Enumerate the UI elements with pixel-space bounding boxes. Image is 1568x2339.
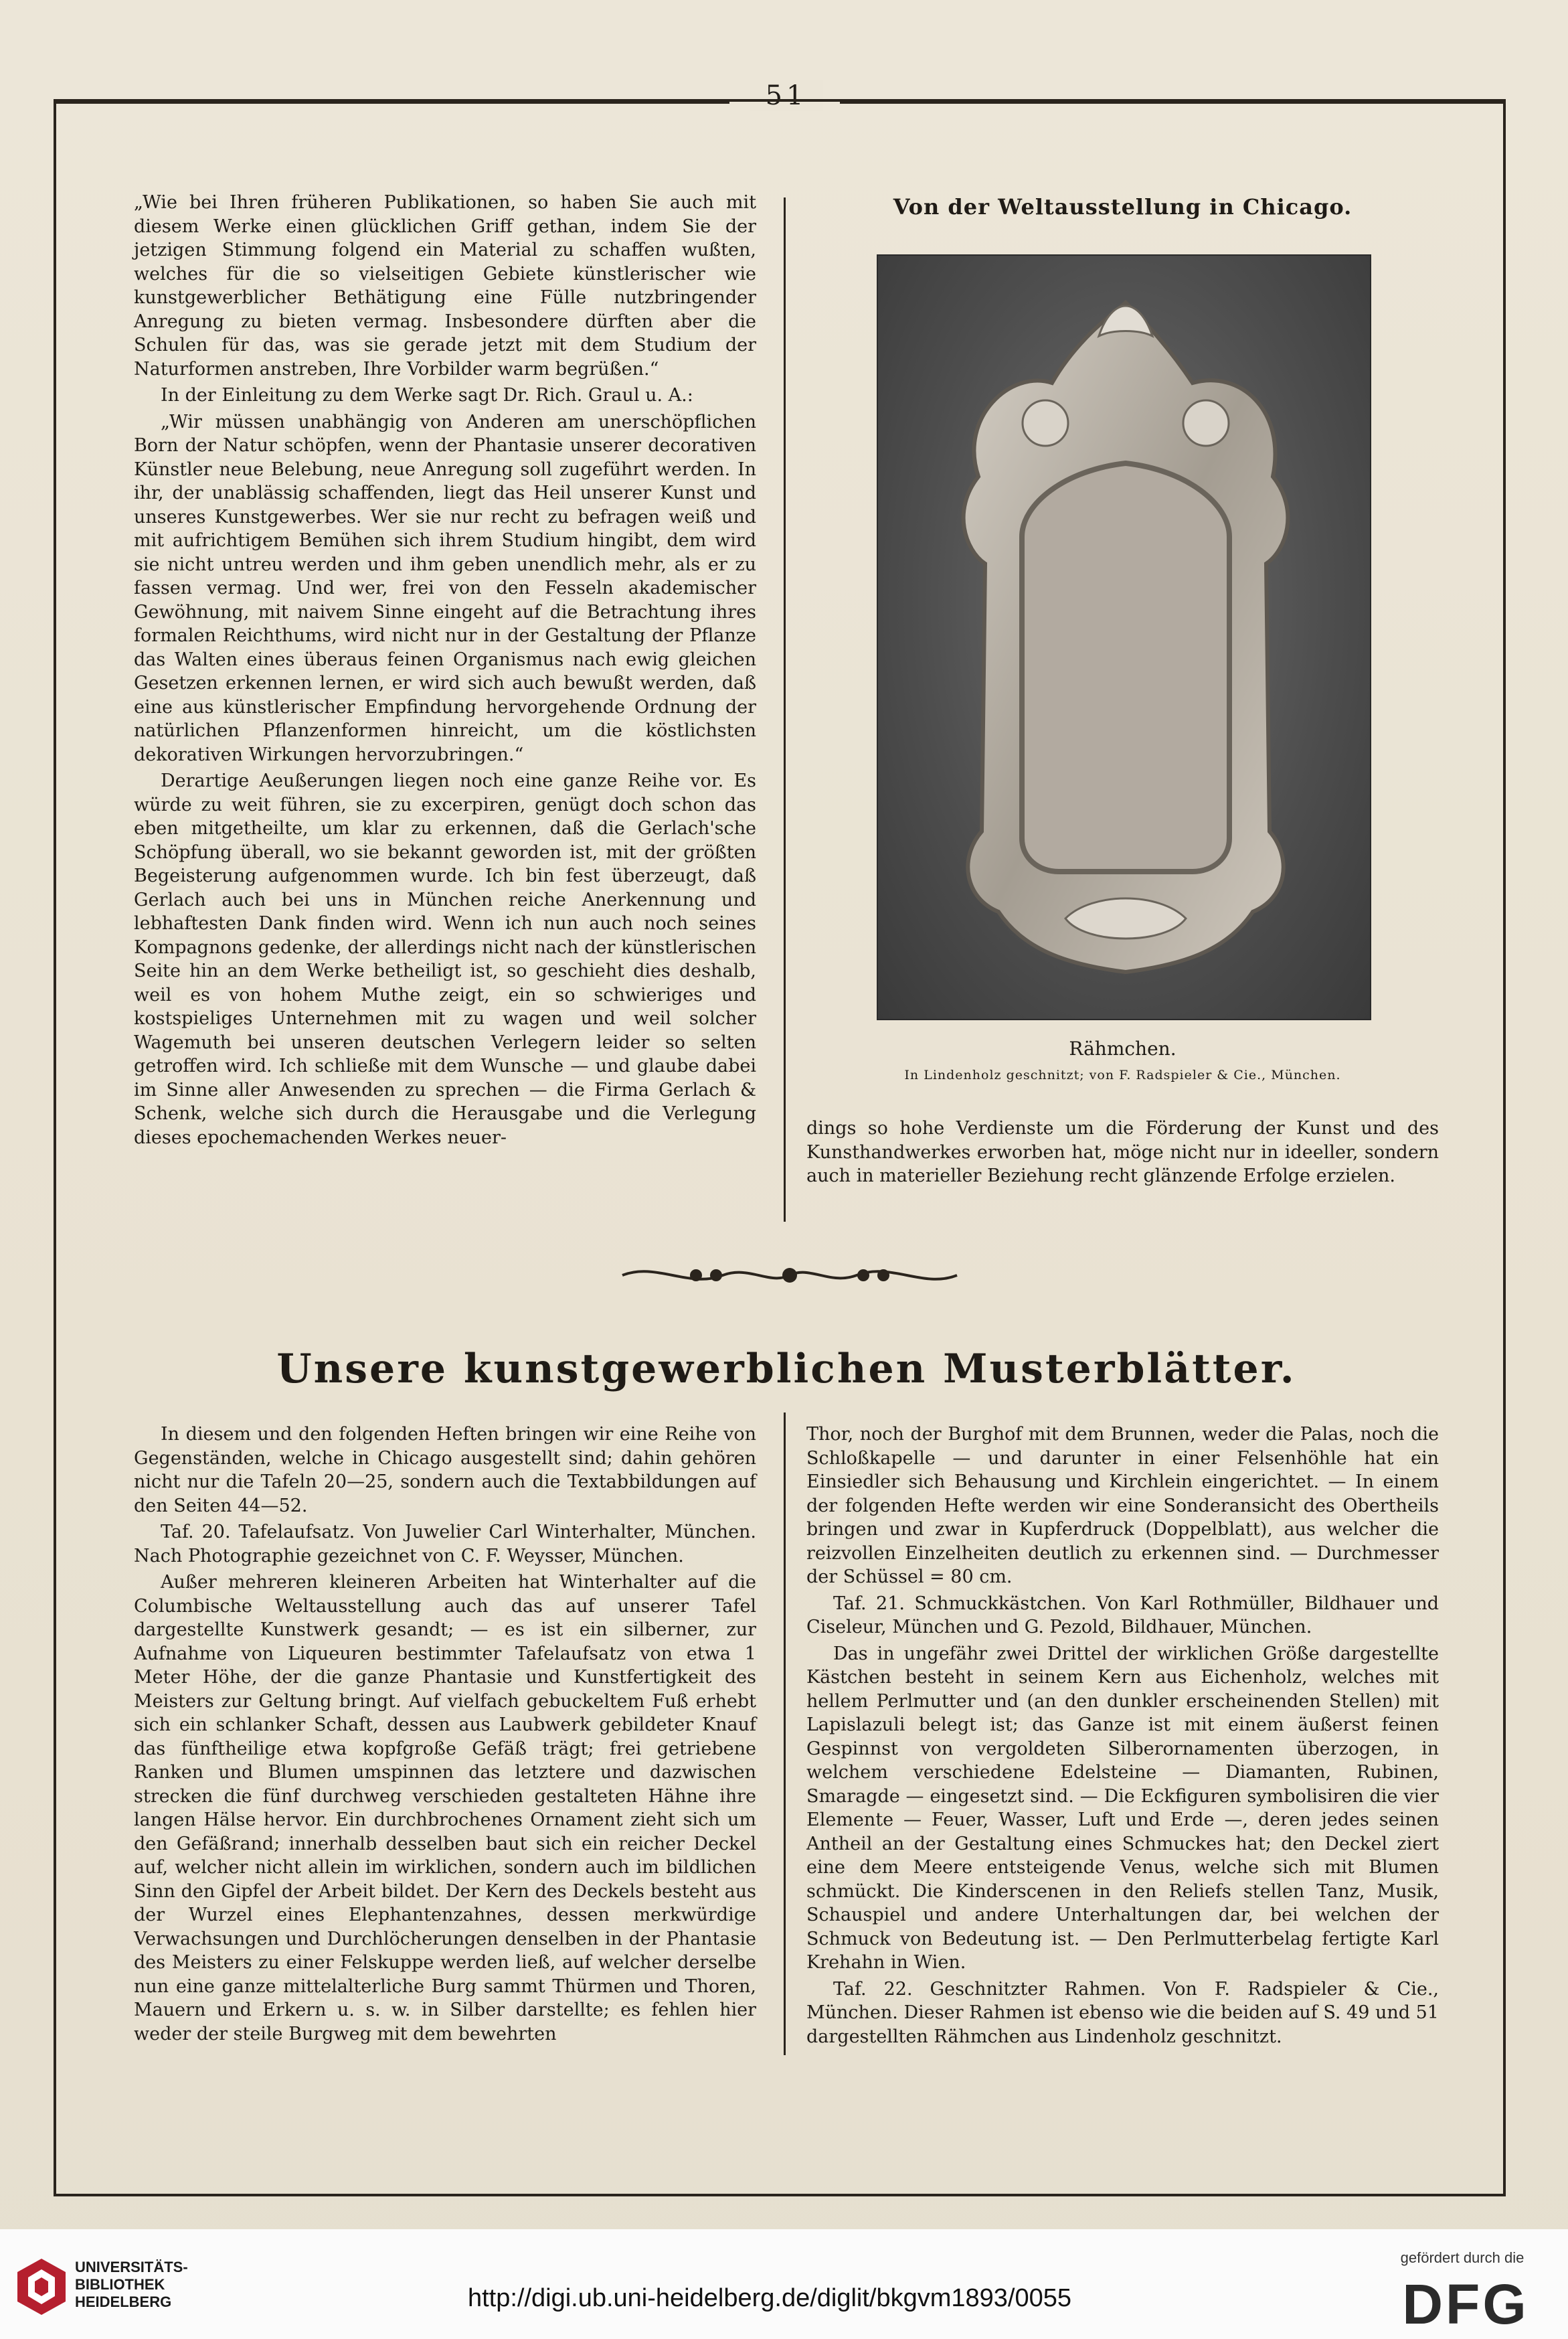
paragraph: Thor, noch der Burghof mit dem Brunnen, weder die Palas, noch die Schloßkapelle — und darunter in einer Felsenhöhle hat ein Einsiedler sich Behausung und Kirchlein eingerichtet. — In einem der folgenden Hefte werden wir eine Sonderansicht des Obertheils bringen und zwar in Kupferdruck (Doppelblatt), aus welcher die reizvollen Einzelheiten deutlich zu erkennen sind. — Durchmesser der Schüssel = 80 cm.: [806, 1424, 1439, 1587]
dfg-logo: DFG: [1402, 2273, 1529, 2336]
column-divider-top: [784, 197, 786, 1222]
paragraph: „Wir müssen unabhängig von Anderen am unerschöpflichen Born der Natur schöpfen, wenn der Phantasie unserer decorativen Künstler neue Belebung, neue Anregung soll zugeführt werden. In ihr, der unablässig schaffenden, liegt das Heil unserer Kunst und unseres Kunstgewerbes. Wer sie nur recht zu befragen weiß und mit aufrichtigem Bemühen sich ihrem Studium hingibt, dem wird sie nicht untreu werden und ihm geben unendlich mehr, als er zu fassen vermag. Und wer, frei von den Fesseln akademischer Gewöhnung, mit naivem Sinne eingeht auf die Betrachtung ihres formalen Reichthums, wird nicht nur in der Gestaltung der Pflanze das Walten eines überaus feinen Organismus nach ewig gleichen Gesetzen erkennen lernen, er wird sich auch bewußt werden, daß eine aus künstlerischer Empfindung hervorgehende Ordnung der natürlichen Pflanzenformen hinreicht, um die köstlichsten dekorativen Wirkungen hervorzubringen.“: [134, 411, 756, 765]
left-column-top: [134, 191, 756, 1152]
left-column-bottom: [134, 1423, 756, 2048]
source-url-link[interactable]: http://digi.ub.uni-heidelberg.de/diglit/bkgvm1893/0055: [467, 2284, 1072, 2312]
university-seal-icon: [15, 2256, 68, 2318]
paragraph: Taf. 20. Tafelaufsatz. Von Juwelier Carl Winterhalter, München. Nach Photographie gezeichnet von C. F. Weysser, München.: [134, 1522, 756, 1566]
institution-name: [75, 2259, 188, 2311]
carved-frame-image: [878, 256, 1370, 1019]
paragraph: In diesem und den folgenden Heften bringen wir eine Reihe von Gegenständen, welche in Chicago ausgestellt sind; dahin gehören nicht nur die Tafeln 20—25, sondern auch die Textabbildungen auf den Seiten 44—52.: [134, 1424, 756, 1516]
page-number: 51: [750, 80, 823, 111]
figure-caption: Rähmchen.: [1069, 1038, 1177, 1060]
figure-heading: Von der Weltausstellung in Chicago.: [893, 194, 1353, 220]
paragraph: „Wie bei Ihren früheren Publikationen, so haben Sie auch mit diesem Werke einen glücklichen Griff gethan, indem Sie der jetzigen Stimmung folgend ein Material zu schaffen wußten, welches für die so vielseitigen Gebiete künstlerischer wie kunstgewerblicher Bethätigung eine Fülle nutzbringender Anregung zu bieten vermag. Insbesondere dürften aber die Schulen für das, was sie gerade jetzt mit dem Studium der Naturformen anstreben, Ihre Vorbilder warm begrüßen.“: [134, 192, 756, 380]
paragraph: Derartige Aeußerungen liegen noch eine ganze Reihe vor. Es würde zu weit führen, sie zu excerpiren, genügt doch schon das eben mitgetheilte, um klar zu erkennen, daß die Gerlach'sche Schöpfung überall, wo sie bekannt geworden ist, mit der größten Begeisterung aufgenommen wurde. Ich bin fest überzeugt, daß Gerlach auch bei uns in München reiche Anerkennung und lebhaftesten Dank finden wird. Wenn ich nun auch noch seines Kompagnons gedenke, der allerdings nicht nach der künstlerischen Seite hin an dem Werke betheiligt ist, so geschieht dies deshalb, weil es von hohem Muthe zeigt, ein so schwieriges und kostspieliges Unternehmen mit zu wagen und weil solcher Wagemuth bei unseren deutschen Verlegern leider so selten getroffen wird. Ich schließe mit dem Wunsche — und glaube dabei im Sinne aller Anwesenden zu sprechen — die Firma Gerlach & Schenk, welche sich durch die Herausgabe und die Verlegung dieses epochemachenden Werkes neuer-: [134, 771, 756, 1148]
right-column-bottom: [806, 1423, 1439, 2051]
paragraph: Taf. 22. Geschnitzter Rahmen. Von F. Radspieler & Cie., München. Dieser Rahmen ist ebenso wie die beiden auf S. 49 und 51 dargestellten Rähmchen aus Lindenholz geschnitzt.: [806, 1978, 1439, 2047]
mirror-frame-photo: [877, 254, 1371, 1020]
figure-credit: In Lindenholz geschnitzt; von F. Radspieler & Cie., München.: [904, 1068, 1341, 1082]
column-divider-bottom: [784, 1413, 786, 2055]
institution-line: HEIDELBERG: [75, 2293, 172, 2310]
paragraph: dings so hohe Verdienste um die Förderung der Kunst und des Kunsthandwerkes erworben hat, möge nicht nur in ideeller, sondern auch in materieller Beziehung recht glänzende Erfolge erzielen.: [806, 1118, 1439, 1186]
institution-line: UNIVERSITÄTS-: [75, 2259, 188, 2275]
section-ornament: [616, 1259, 964, 1292]
sponsor-label: gefördert durch die: [1400, 2249, 1525, 2266]
paragraph: Taf. 21. Schmuckkästchen. Von Karl Rothmüller, Bildhauer und Ciseleur, München und G. Pezold, Bildhauer, München.: [806, 1593, 1439, 1637]
right-column-continuation: [806, 1117, 1439, 1191]
digitization-footer: [0, 2229, 1568, 2339]
paragraph: In der Einleitung zu dem Werke sagt Dr. Rich. Graul u. A.:: [161, 385, 693, 406]
paragraph: Das in ungefähr zwei Drittel der wirklichen Größe dargestellte Kästchen besteht in seinem Kern aus Eichenholz, welches mit hellem Perlmutter und (an den dunkler erscheinenden Stellen) mit Lapislazuli belegt ist; das Ganze ist mit einem äußerst feinen Gespinnst von vergoldeten Silberornamenten überzogen, in welchem verschiedene Edelsteine — Diamanten, Rubinen, Smaragde — eingesetzt sind. — Die Eckfiguren symbolisiren die vier Elemente — Feuer, Wasser, Luft und Erde —, deren jedes seinen Antheil an der Gestaltung eines Schmuckes hat; den Deckel ziert eine dem Meere entsteigende Venus, welche sich mit Blumen schmückt. Die Kinderscenen in den Reliefs stellen Tanz, Musik, Schauspiel und andere Unterhaltungen dar, bei welchen der Schmuck von Bedeutung ist. — Den Perlmutterbelag fertigte Karl Krehahn in Wien.: [806, 1643, 1439, 1973]
section-heading: Unsere kunstgewerblichen Musterblätter.: [276, 1346, 1296, 1392]
institution-line: BIBLIOTHEK: [75, 2276, 165, 2293]
paragraph: Außer mehreren kleineren Arbeiten hat Winterhalter auf die Columbische Weltausstellung auch das auf unserer Tafel dargestellte Kunstwerk gesandt; — es ist ein silberner, zur Aufnahme von Liqueuren bestimmter Tafelaufsatz von etwa 1 Meter Höhe, der die ganze Phantasie und Kunstfertigkeit des Meisters zur Geltung bringt. Auf vielfach gebuckeltem Fuß erhebt sich ein schlanker Schaft, dessen aus Laubwerk gebildeter Knauf das fünftheilige etwa kopfgroße Gefäß trägt; frei getriebene Ranken und Blumen umspinnen das letztere und dazwischen strecken die fünf durchweg verschieden gestalteten Hähne ihre langen Hälse hervor. Ein durchbrochenes Ornament zieht sich um den Gefäßrand; innerhalb desselben baut sich ein reicher Deckel auf, welcher nicht allein im wirklichen, sondern auch im bildlichen Sinn den Gipfel der Arbeit bildet. Der Kern des Deckels besteht aus der Wurzel eines Elephantenzahnes, dessen merkwürdige Verwachsungen und Durchlöcherungen denselben in der Phantasie des Meisters zu einer Felskuppe werden ließ, auf welcher derselbe nun eine ganze mittelalterliche Burg sammt Thürmen und Thoren, Mauern und Erkern u. s. w. in Silber darstellte; es fehlen hier weder der steile Burgweg mit dem bewehrten: [134, 1572, 756, 2044]
